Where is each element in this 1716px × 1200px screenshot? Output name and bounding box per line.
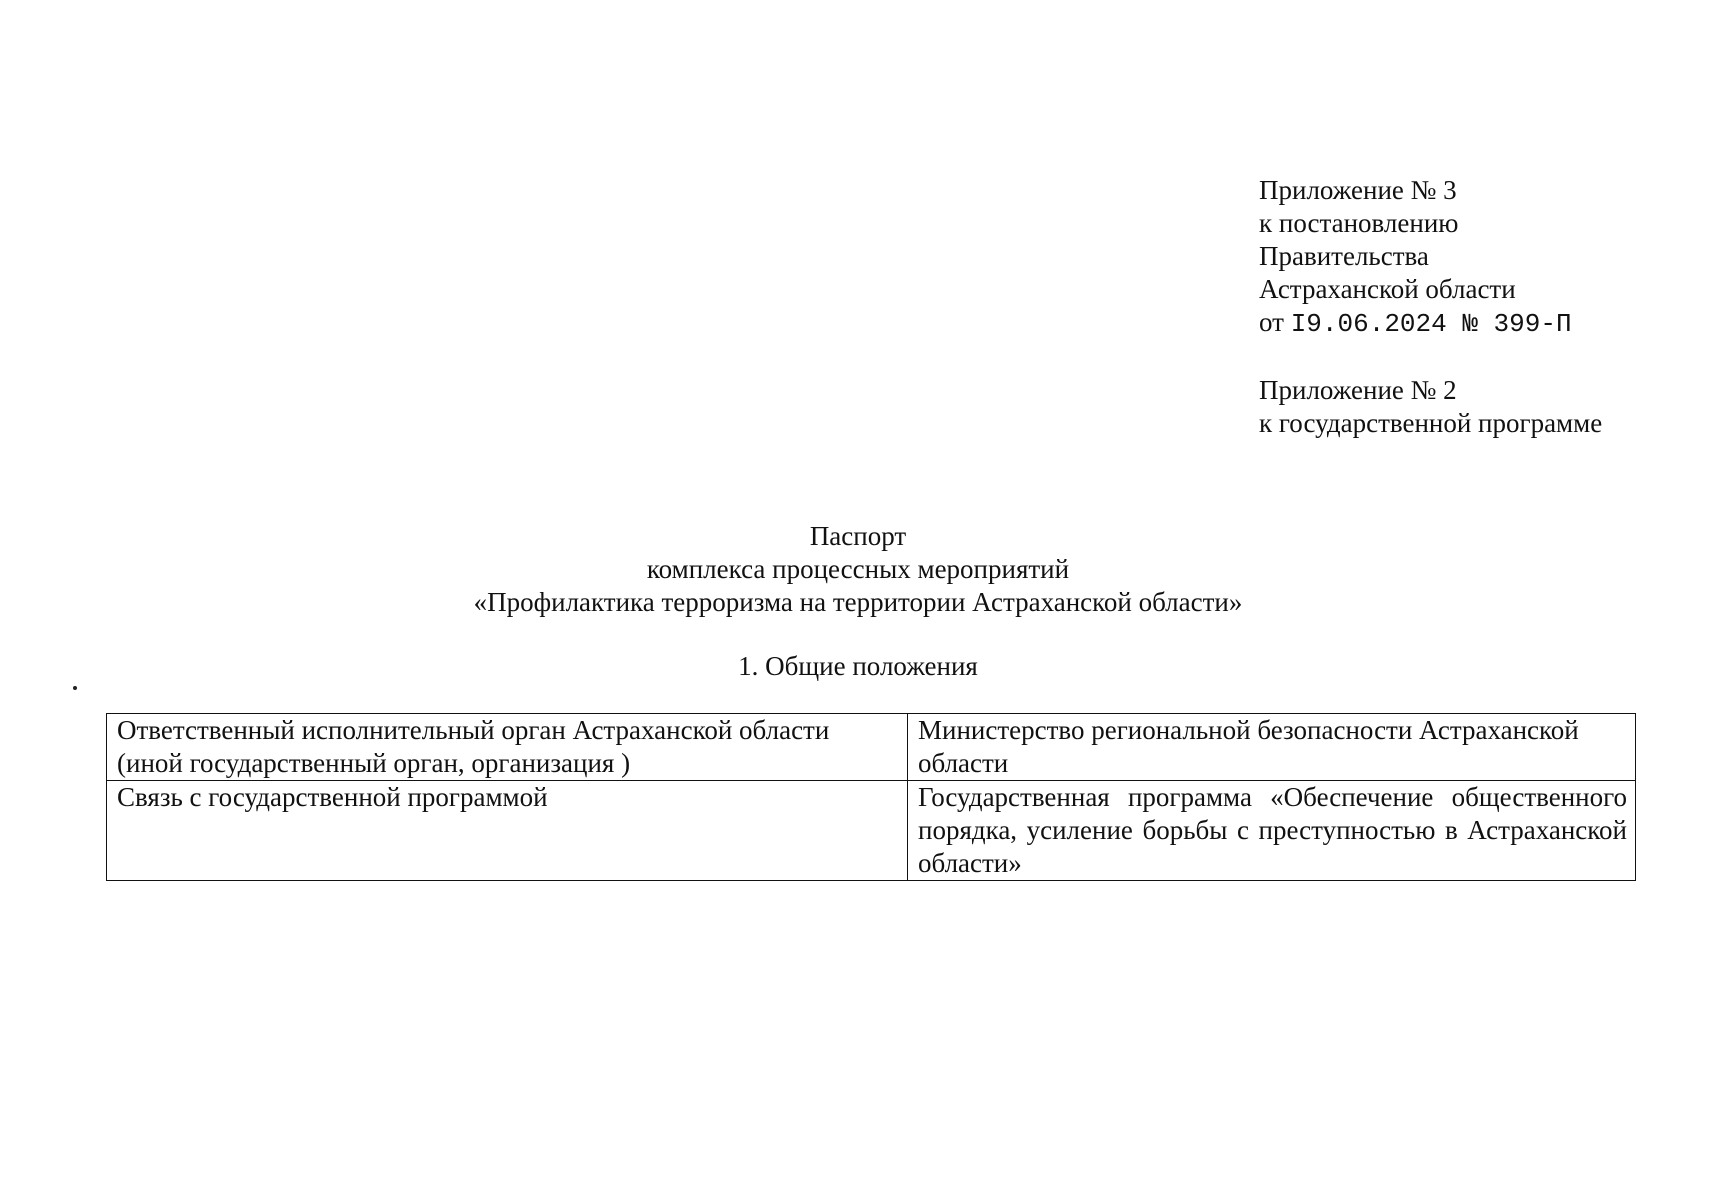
title-passport: Паспорт [809, 521, 907, 551]
appendix-region: Астраханской области [1259, 274, 1516, 304]
table-cell-label: Ответственный исполнительный орган Астраханской области (иной государственный орган, организация ) [107, 714, 908, 781]
table-row [107, 714, 1636, 781]
appendix-government: Правительства [1259, 241, 1429, 271]
table-cell-label: Связь с государственной программой [107, 781, 908, 881]
scan-speck [73, 686, 77, 690]
appendix-spacer [1259, 341, 1679, 374]
section-heading: 1. Общие положения [738, 651, 978, 681]
table-cell-value: Министерство региональной безопасности Астраханской области [908, 714, 1636, 781]
appendix-to-decree: к постановлению [1259, 208, 1459, 238]
document-title [0, 520, 1716, 619]
decree-prefix: от [1259, 307, 1284, 337]
program-appendix-to: к государственной программе [1259, 408, 1603, 438]
table-cell-value: Государственная программа «Обеспечение общественного порядка, усиление борьбы с преступностью в Астраханской области» [908, 781, 1636, 881]
decree-date-number: I9.06.2024 № 399-П [1290, 309, 1572, 339]
title-program-name: «Профилактика терроризма на территории Астраханской области» [473, 587, 1243, 617]
title-complex: комплекса процессных мероприятий [646, 554, 1070, 584]
decree-date-line [1259, 306, 1679, 341]
appendix-header [1259, 174, 1679, 440]
appendix-number: Приложение № 3 [1259, 175, 1457, 205]
table-row [107, 781, 1636, 881]
program-appendix-number: Приложение № 2 [1259, 375, 1457, 405]
general-provisions-table [106, 713, 1636, 881]
